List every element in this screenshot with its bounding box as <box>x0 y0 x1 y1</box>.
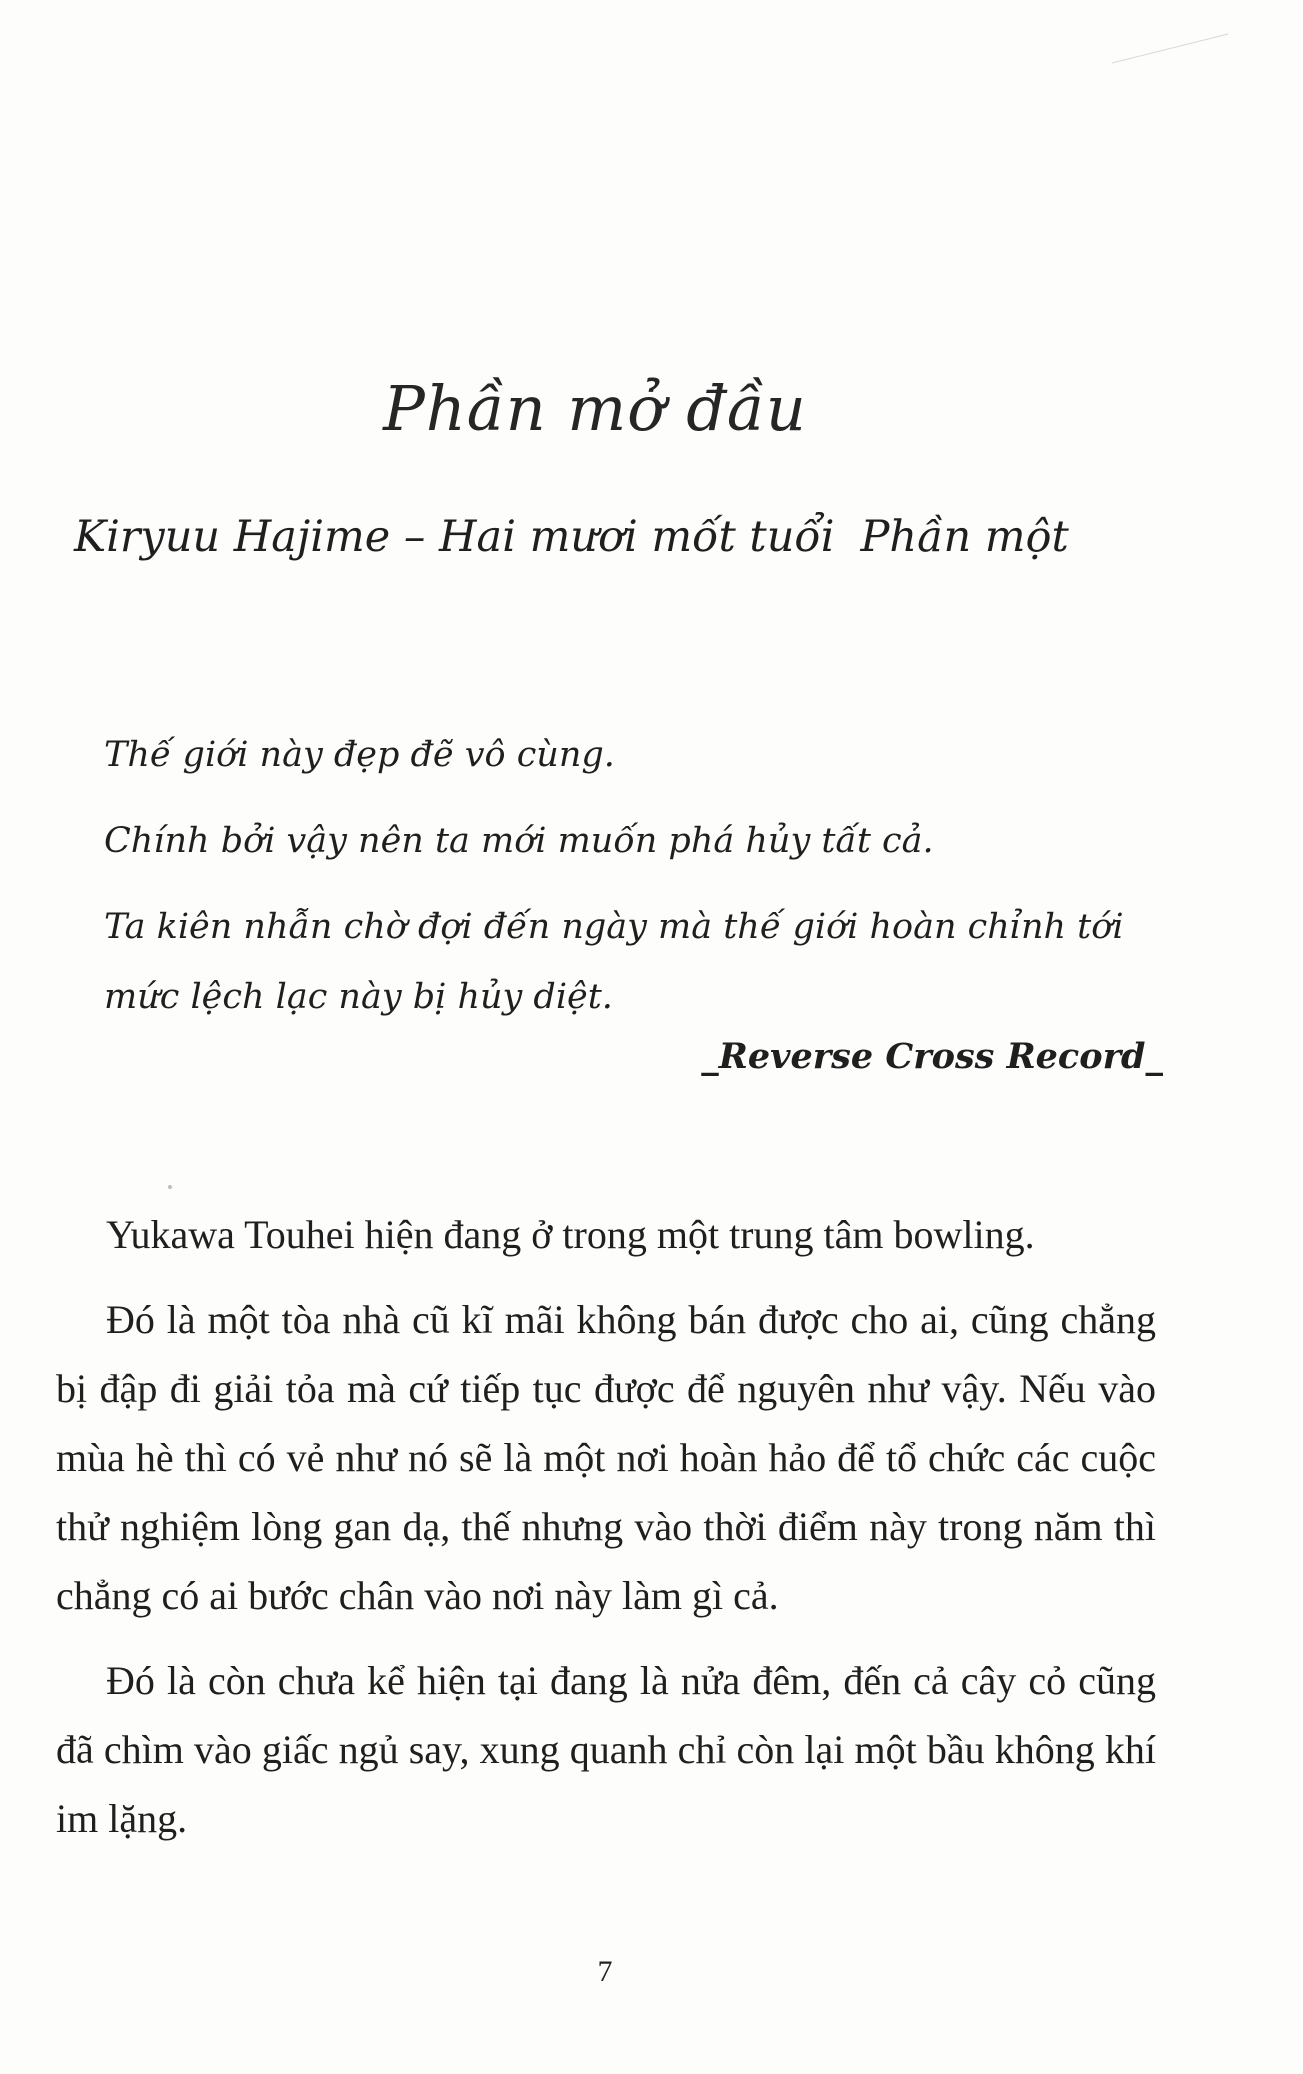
subtitle-part: Phần một <box>860 512 1069 562</box>
scan-speck <box>168 1185 172 1189</box>
body-paragraph: Đó là còn chưa kể hiện tại đang là nửa đêm, đến cả cây cỏ cũng đã chìm vào giấc ngủ say, xung quanh chỉ còn lại một bầu không khí im lặng. <box>56 1658 1156 1841</box>
epigraph-line: Chính bởi vậy nên ta mới muốn phá hủy tất cả. <box>104 821 934 861</box>
chapter-title: Phần mở đầu <box>383 372 807 445</box>
chapter-subtitle <box>74 512 1154 562</box>
body-paragraph: Yukawa Touhei hiện đang ở trong một trung tâm bowling. <box>106 1212 1035 1257</box>
epigraph-line: Ta kiên nhẫn chờ đợi đến ngày mà thế giới hoàn chỉnh tới mức lệch lạc này bị hủy diệt. <box>104 907 1124 1017</box>
epigraph-line: Thế giới này đẹp đẽ vô cùng. <box>104 735 615 775</box>
subtitle-character-age: Kiryuu Hajime – Hai mươi mốt tuổi <box>74 512 835 562</box>
epigraph-signature: _Reverse Cross Record_ <box>701 1036 1163 1077</box>
body-text <box>56 1200 1156 1869</box>
body-paragraph: Đó là một tòa nhà cũ kĩ mãi không bán được cho ai, cũng chẳng bị đập đi giải tỏa mà cứ tiếp tục được để nguyên như vậy. Nếu vào mùa hè thì có vẻ như nó sẽ là một nơi hoàn hảo để tổ chức các cuộc thử nghiệm lòng gan dạ, thế nhưng vào thời điểm này trong năm thì chẳng có ai bước chân vào nơi này làm gì cả. <box>56 1297 1156 1618</box>
epigraph <box>104 720 1164 1032</box>
page-number: 7 <box>597 1955 613 1988</box>
scan-artifact-line <box>1112 33 1229 63</box>
